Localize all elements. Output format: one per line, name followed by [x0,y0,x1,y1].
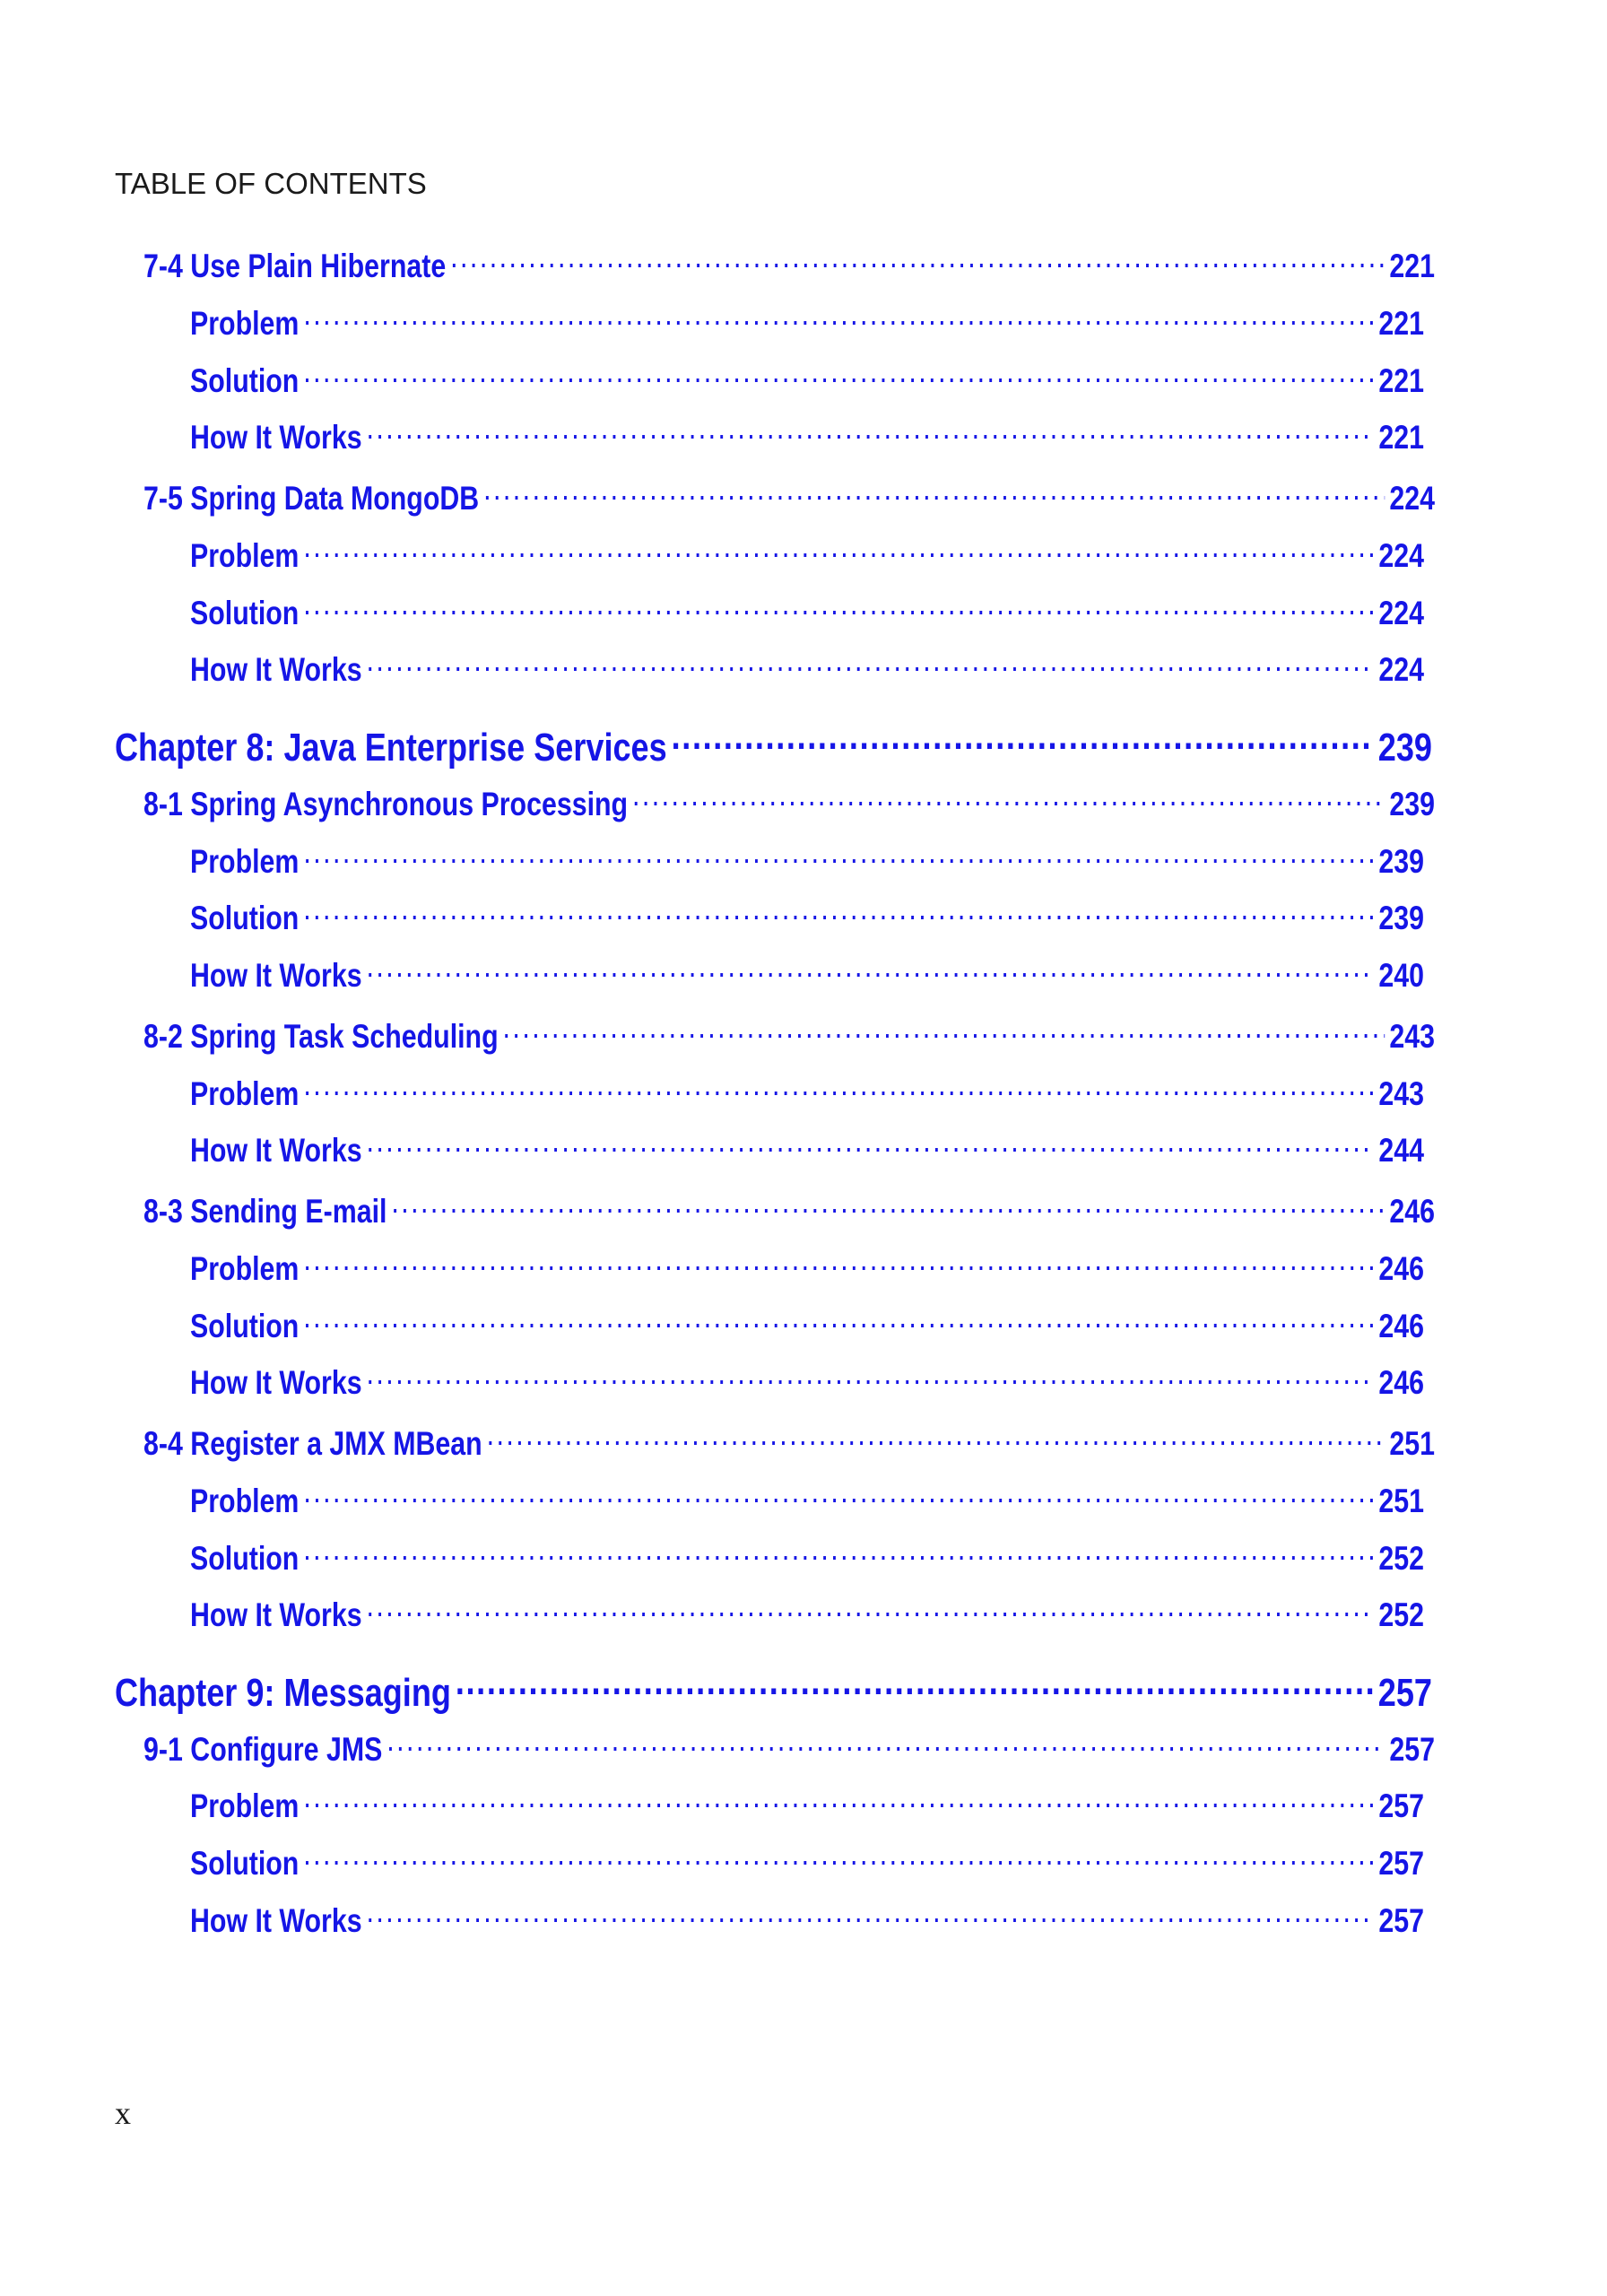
toc-entry-page-number: 246 [1378,1308,1424,1344]
toc-entry-page-number: 252 [1378,1540,1424,1577]
toc-entry-sub[interactable] [190,1479,1424,1520]
toc-entry-page-number: 252 [1378,1596,1424,1633]
dot-leader [303,896,1374,929]
dot-leader [632,782,1385,815]
dot-leader [303,1304,1374,1337]
toc-entry-title: How It Works [190,957,362,994]
toc-entry-page-number: 224 [1389,480,1435,517]
toc-entry-sub[interactable] [190,839,1424,881]
toc-entry-page-number: 257 [1378,1902,1424,1939]
toc-entry-page-number: 239 [1377,726,1432,770]
toc-entry-title: 7-4 Use Plain Hibernate [143,248,447,284]
toc-entry-page-number: 224 [1378,537,1424,574]
toc-entry-title: How It Works [190,1364,362,1401]
toc-entry-page-number: 251 [1389,1425,1435,1462]
toc-entry-chapter[interactable] [115,1666,1432,1716]
dot-leader [503,1014,1385,1048]
toc-entry-title: Chapter 9: Messaging [115,1671,451,1715]
toc-entry-sub[interactable] [190,301,1424,343]
toc-entry-page-number: 257 [1378,1787,1424,1824]
running-head: TABLE OF CONTENTS [115,167,427,200]
toc-entry-title: 8-4 Register a JMX MBean [143,1425,482,1462]
toc-entry-page-number: 257 [1378,1845,1424,1882]
toc-entry-title: Solution [190,1845,300,1882]
toc-entry-title: Problem [190,1483,300,1519]
dot-leader [387,1727,1385,1761]
dot-leader [303,839,1374,873]
toc-entry-title: 8-2 Spring Task Scheduling [143,1018,499,1055]
toc-entry-sub[interactable] [190,1304,1424,1345]
toc-entry-page-number: 246 [1389,1193,1435,1230]
toc-entry-section[interactable] [143,1014,1435,1056]
toc-entry-page-number: 257 [1377,1671,1432,1715]
toc-entry-section[interactable] [143,1422,1435,1463]
toc-entry-title: Chapter 8: Java Enterprise Services [115,726,667,770]
dot-leader [672,721,1374,761]
dot-leader [367,953,1375,987]
dot-leader [367,1361,1375,1394]
dot-leader [303,359,1374,392]
toc-entry-sub[interactable] [190,1128,1424,1170]
toc-entry-title: Solution [190,1308,300,1344]
toc-entry-title: How It Works [190,1902,362,1939]
toc-entry-page-number: 244 [1378,1132,1424,1169]
dot-leader [450,244,1385,277]
dot-leader [367,648,1375,681]
toc-entry-title: Problem [190,537,300,574]
toc-entry-title: Solution [190,362,300,399]
toc-entry-page-number: 221 [1378,419,1424,456]
toc-entry-sub[interactable] [190,1593,1424,1634]
toc-entry-page-number: 251 [1378,1483,1424,1519]
toc-entry-page-number: 224 [1378,651,1424,688]
toc-entry-title: Problem [190,1787,300,1824]
toc-entry-sub[interactable] [190,896,1424,937]
toc-entry-title: Problem [190,843,300,880]
toc-entry-title: Problem [190,1250,300,1287]
toc-entry-title: Solution [190,1540,300,1577]
toc-entry-page-number: 246 [1378,1250,1424,1287]
dot-leader [303,534,1374,567]
dot-leader [487,1422,1385,1455]
toc-entry-page-number: 246 [1378,1364,1424,1401]
toc-entry-page-number: 257 [1389,1731,1435,1768]
toc-entry-page-number: 221 [1378,362,1424,399]
toc-entry-title: 7-5 Spring Data MongoDB [143,480,480,517]
toc-entry-sub[interactable] [190,1841,1424,1883]
toc-entry-sub[interactable] [190,1247,1424,1288]
dot-leader [303,1536,1374,1570]
toc-entry-sub[interactable] [190,534,1424,575]
toc-entry-title: Problem [190,1075,300,1112]
toc-entry-section[interactable] [143,476,1435,517]
page-number: x [115,2095,131,2131]
toc-entry-sub[interactable] [190,591,1424,632]
toc-entry-sub[interactable] [190,648,1424,689]
toc-entry-chapter[interactable] [115,721,1432,770]
toc-entry-sub[interactable] [190,359,1424,400]
dot-leader [303,1479,1374,1512]
dot-leader [303,591,1374,624]
toc-entry-section[interactable] [143,782,1435,823]
toc-entry-title: 9-1 Configure JMS [143,1731,383,1768]
toc-entry-title: 8-3 Sending E-mail [143,1193,387,1230]
dot-leader [391,1189,1385,1222]
toc-entry-title: 8-1 Spring Asynchronous Processing [143,786,629,822]
toc-entry-sub[interactable] [190,1361,1424,1402]
toc-entry-page-number: 239 [1389,786,1435,822]
toc-entry-title: How It Works [190,1596,362,1633]
toc-entry-title: How It Works [190,651,362,688]
toc-entry-title: Solution [190,900,300,936]
toc-entry-sub[interactable] [190,1784,1424,1825]
toc-entry-title: Problem [190,305,300,342]
toc-entry-sub[interactable] [190,1072,1424,1113]
dot-leader [367,1593,1375,1626]
toc-entry-sub[interactable] [190,415,1424,457]
toc-entry-section[interactable] [143,1189,1435,1231]
toc-entry-page-number: 239 [1378,843,1424,880]
dot-leader [367,415,1375,448]
toc-entry-sub[interactable] [190,1536,1424,1578]
toc-entry-title: How It Works [190,419,362,456]
toc-entry-page-number: 221 [1378,305,1424,342]
toc-entry-title: Solution [190,595,300,631]
dot-leader [303,1784,1374,1817]
toc-entry-page-number: 243 [1389,1018,1435,1055]
toc-entry-title: How It Works [190,1132,362,1169]
dot-leader [303,1841,1374,1874]
toc-entry-sub[interactable] [190,1899,1424,1940]
toc-entry-page-number: 240 [1378,957,1424,994]
toc-entry-page-number: 239 [1378,900,1424,936]
dot-leader [303,301,1374,335]
toc-entry-section[interactable] [143,244,1435,285]
toc-entry-sub[interactable] [190,953,1424,995]
dot-leader [303,1072,1374,1105]
toc-entry-section[interactable] [143,1727,1435,1769]
toc-entry-page-number: 243 [1378,1075,1424,1112]
dot-leader [483,476,1385,509]
toc-entry-page-number: 224 [1378,595,1424,631]
dot-leader [367,1899,1375,1932]
dot-leader [303,1247,1374,1280]
dot-leader [367,1128,1375,1161]
dot-leader [456,1666,1374,1706]
toc-entry-page-number: 221 [1389,248,1435,284]
